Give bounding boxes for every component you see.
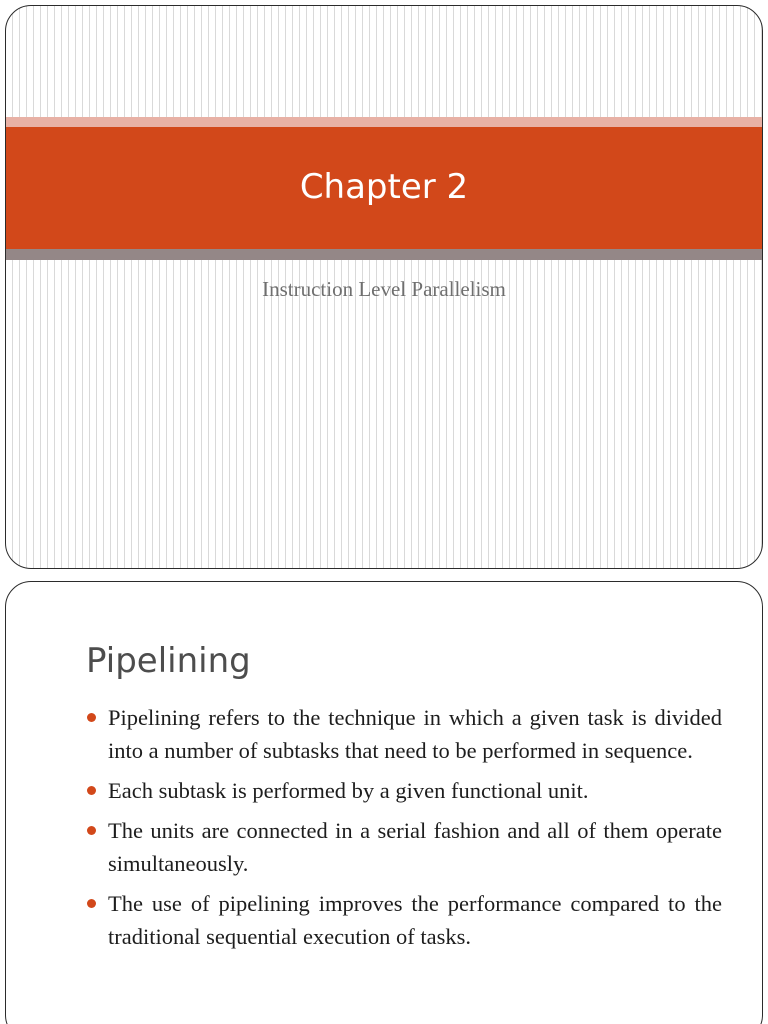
slide-title: Chapter 2 bbox=[299, 167, 469, 207]
bullet-dot-icon bbox=[87, 786, 96, 795]
title-band-bottom-stripe bbox=[6, 249, 762, 260]
bullet-item bbox=[86, 701, 722, 767]
bullet-dot-icon bbox=[87, 713, 96, 722]
bullet-item bbox=[86, 887, 722, 953]
bullet-text: Pipelining refers to the technique in which a given task is divided into a number of subtasks that need to be performed in sequence. bbox=[108, 705, 722, 763]
bullet-dot-icon bbox=[87, 826, 96, 835]
bullet-list bbox=[86, 701, 722, 960]
title-slide bbox=[5, 5, 763, 569]
bullet-text: The use of pipelining improves the performance compared to the traditional sequential execution of tasks. bbox=[108, 891, 722, 949]
title-band-top-stripe bbox=[6, 117, 762, 127]
bullet-item bbox=[86, 774, 722, 807]
slide-subtitle: Instruction Level Parallelism bbox=[262, 277, 506, 301]
slide-heading: Pipelining bbox=[86, 641, 251, 681]
bullet-item bbox=[86, 814, 722, 880]
bullet-dot-icon bbox=[87, 899, 96, 908]
bullet-text: The units are connected in a serial fashion and all of them operate simultaneously. bbox=[108, 818, 722, 876]
content-slide bbox=[5, 581, 763, 1024]
bullet-text: Each subtask is performed by a given functional unit. bbox=[108, 778, 589, 803]
